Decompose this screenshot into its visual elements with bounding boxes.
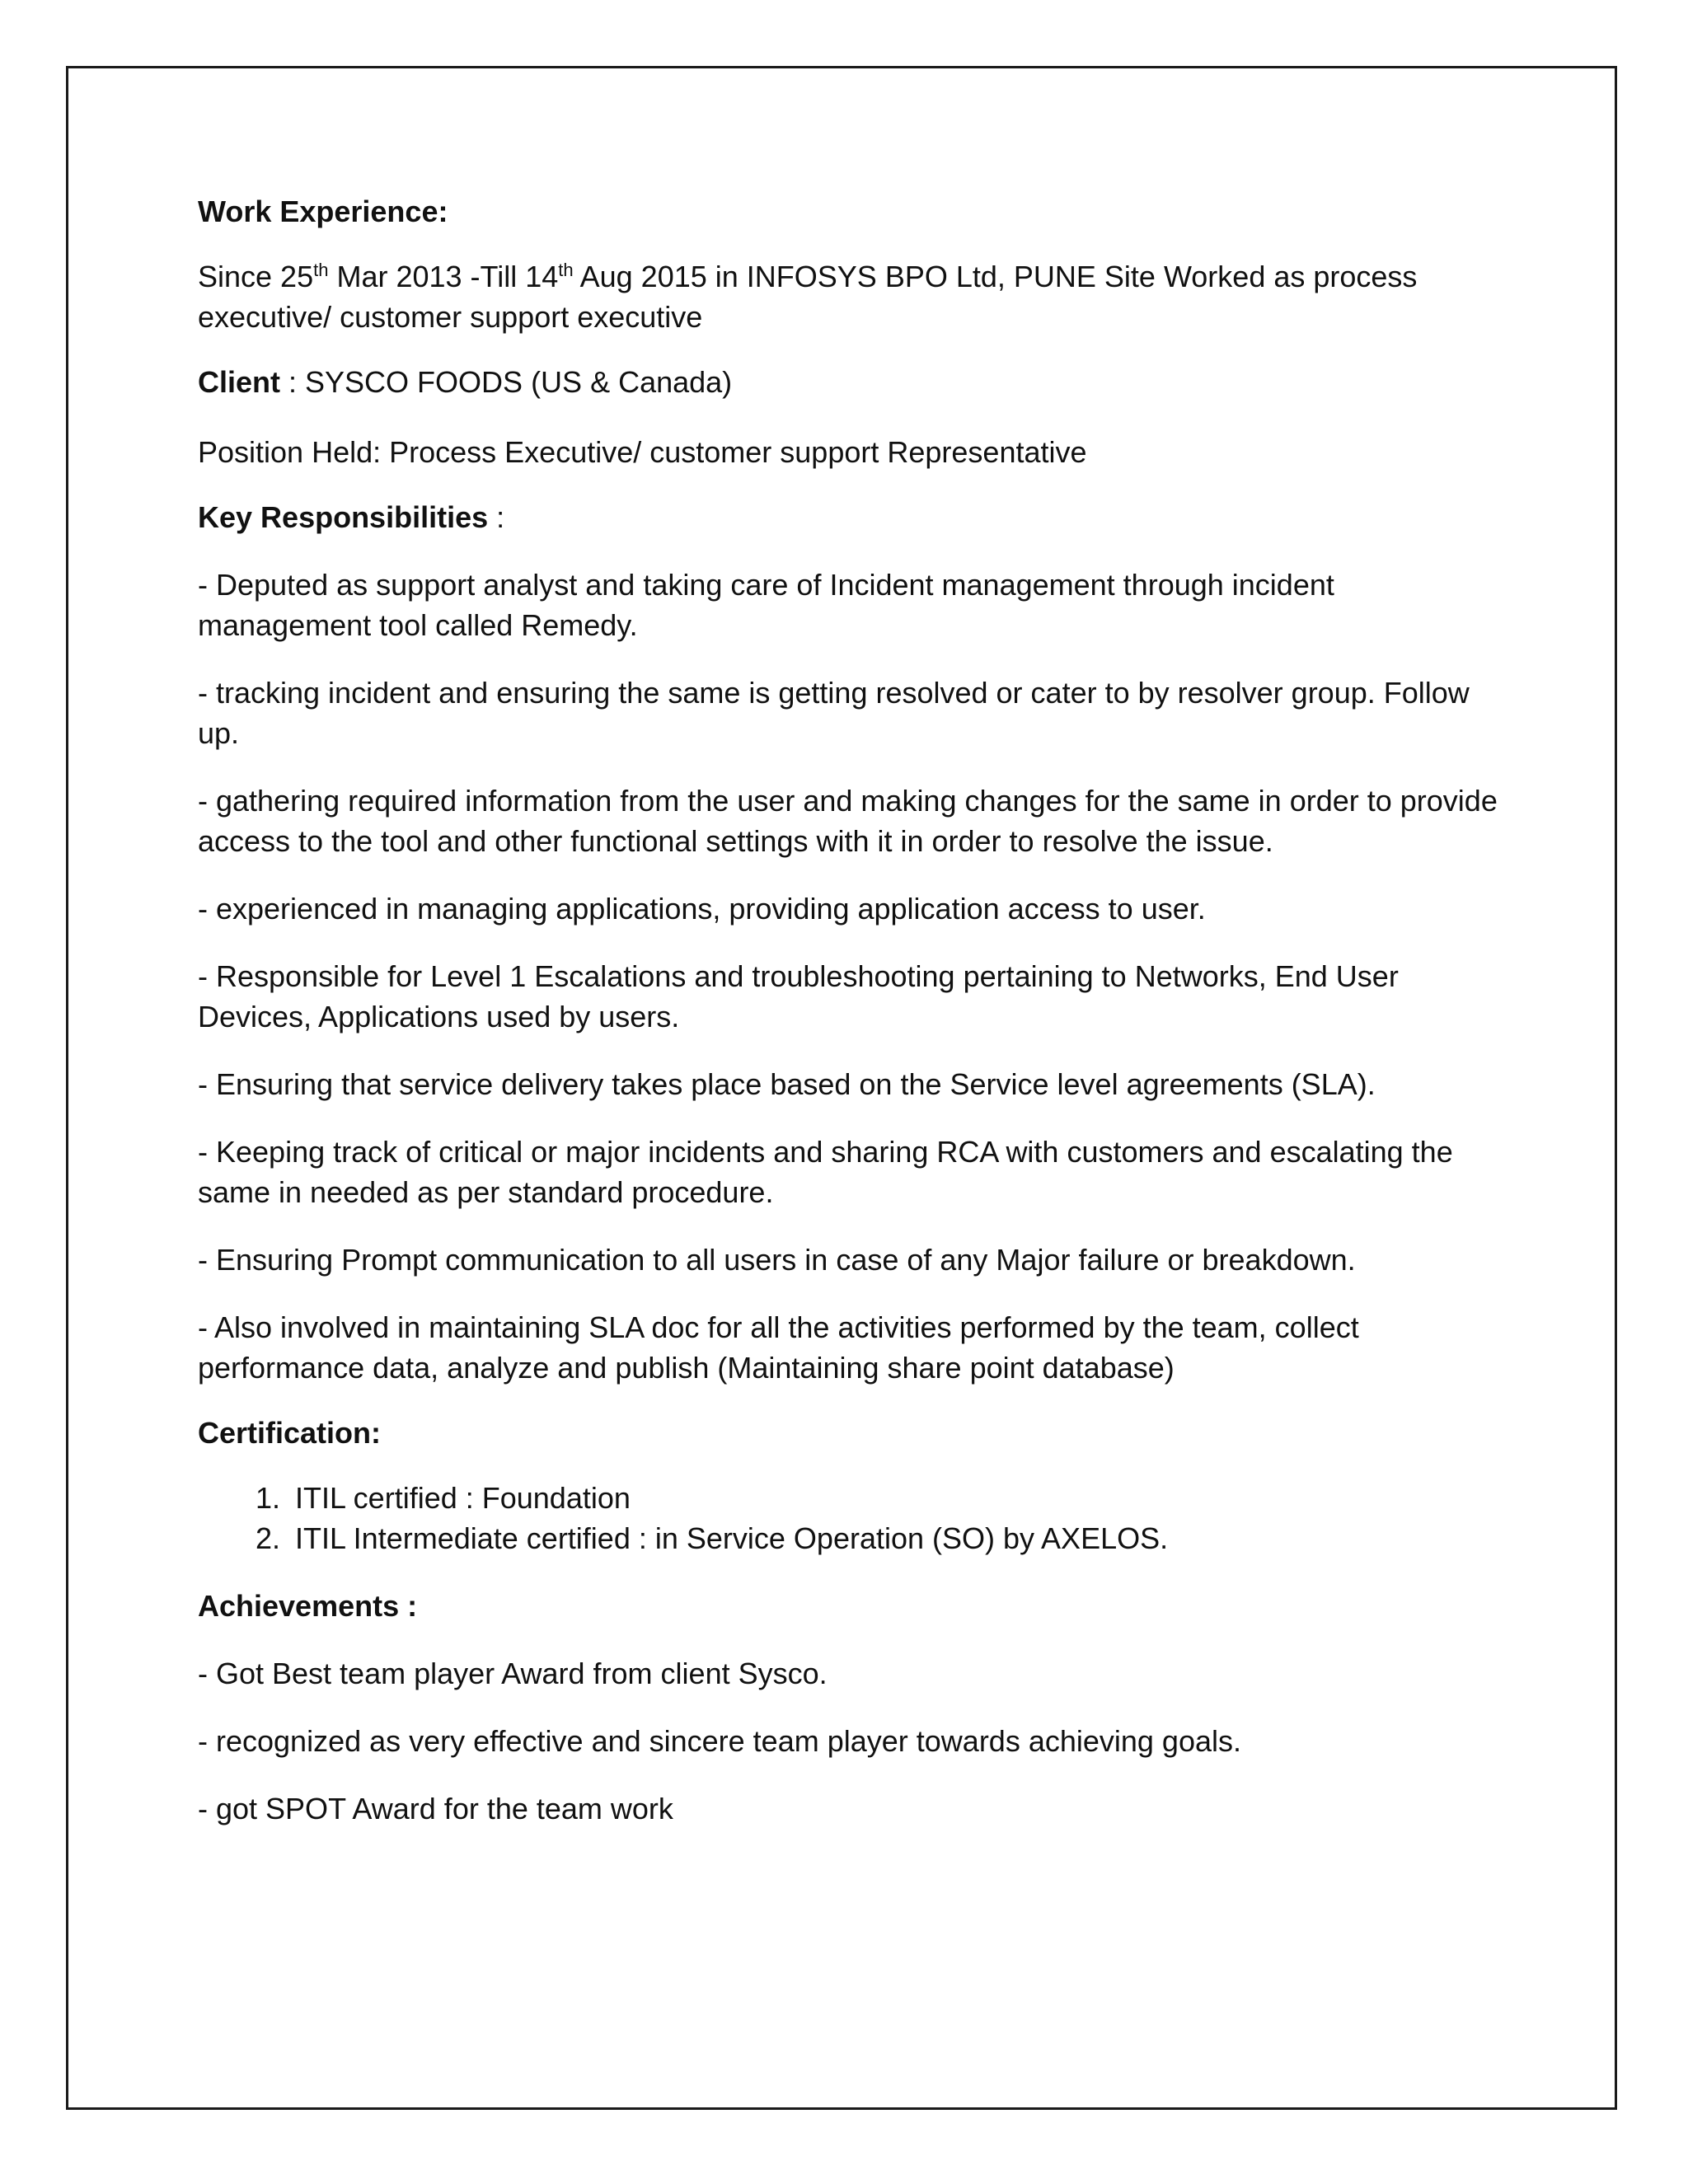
achievement-item: - got SPOT Award for the team work [198,1792,673,1825]
responsibility-item: - Deputed as support analyst and taking care of Incident management through incident management tool called Remedy. [198,568,1334,642]
responsibility-item: - Ensuring that service delivery takes place based on the Service level agreements (SLA). [198,1067,1376,1101]
resume-content [198,191,1500,1856]
client-value: : SYSCO FOODS (US & Canada) [280,365,733,399]
position-held: Position Held: Process Executive/ customer support Representative [198,435,1087,469]
key-responsibilities-heading [198,497,1500,537]
employment-summary [198,256,1500,337]
client-line [198,362,1500,402]
since-prefix: Since 25 [198,260,314,293]
responsibility-item: - tracking incident and ensuring the same is getting resolved or cater to by resolver group. Follow up. [198,676,1470,750]
certification-item [198,1478,1500,1518]
client-label: Client [198,365,281,399]
responsibility-item: - experienced in managing applications, providing application access to user. [198,892,1206,926]
since-sup: th [313,260,329,280]
since-mid: Mar 2013 -Till 14 [328,260,559,293]
responsibilities-heading-text: Key Responsibilities [198,500,489,534]
certification-text: ITIL Intermediate certified : in Service Operation (SO) by AXELOS. [295,1521,1169,1555]
certification-number: 2. [255,1521,280,1555]
achievement-item: - recognized as very effective and sincere team player towards achieving goals. [198,1724,1241,1758]
certification-list [198,1478,1500,1558]
since-suffix: Aug 2015 in INFOSYS BPO Ltd, PUNE Site Worked as process executive/ customer support executive [198,260,1418,334]
responsibility-item: - Responsible for Level 1 Escalations and troubleshooting pertaining to Networks, End User Devices, Applications used by users. [198,959,1399,1033]
till-sup: th [558,260,574,280]
certification-heading: Certification: [198,1416,382,1450]
certification-number: 1. [255,1481,280,1515]
achievements-heading: Achievements : [198,1589,418,1623]
work-experience-heading: Work Experience: [198,194,448,228]
responsibility-item: - Ensuring Prompt communication to all users in case of any Major failure or breakdown. [198,1243,1356,1277]
responsibility-item: - gathering required information from the user and making changes for the same in order to provide access to the tool and other functional settings with it in order to resolve the issue. [198,784,1498,858]
certification-text: ITIL certified : Foundation [295,1481,631,1515]
responsibilities-heading-suffix: : [488,500,505,534]
achievement-item: - Got Best team player Award from client Sysco. [198,1657,828,1690]
responsibility-item: - Also involved in maintaining SLA doc for all the activities performed by the team, collect performance data, analyze and publish (Maintaining share point database) [198,1310,1359,1385]
responsibility-item: - Keeping track of critical or major incidents and sharing RCA with customers and escalating the same in needed as per standard procedure. [198,1135,1453,1209]
certification-item [198,1518,1500,1558]
